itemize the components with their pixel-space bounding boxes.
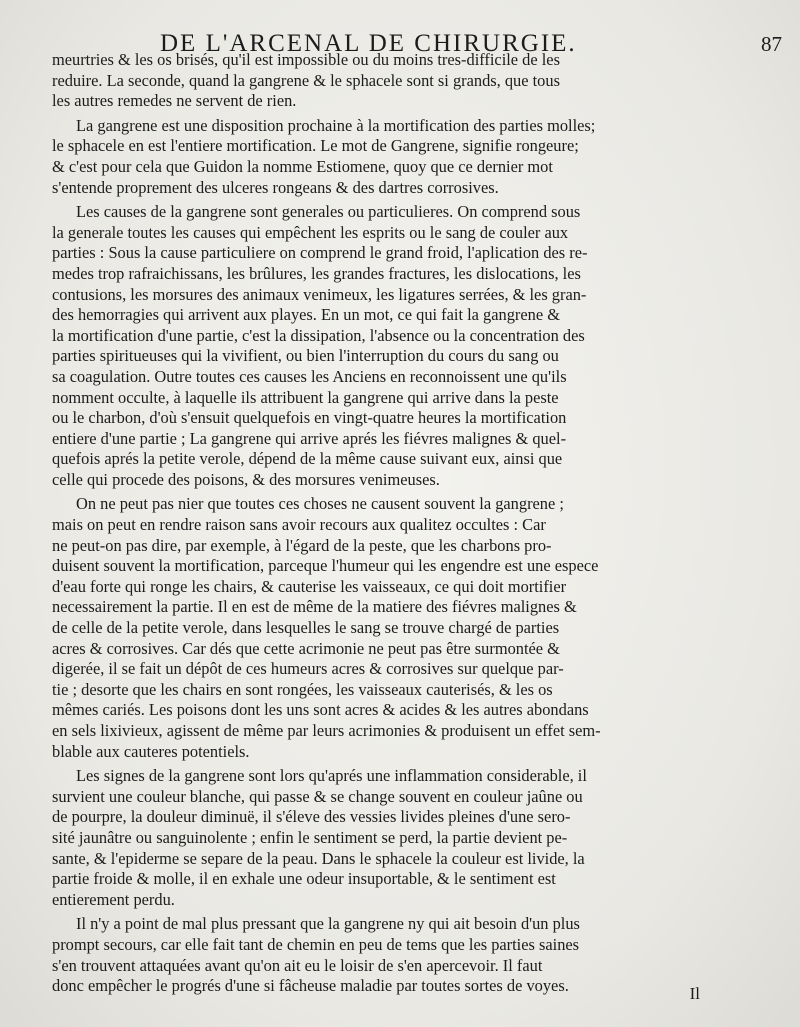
running-title: DE L'ARCENAL DE CHIRURGIE. xyxy=(160,30,577,57)
text-line: entiere d'une partie ; La gangrene qui arrive aprés les fiévres malignes & quel- xyxy=(52,428,567,448)
text-line: contusions, les morsures des animaux venimeux, les ligatures serrées, & les gran- xyxy=(52,284,587,304)
text-line: s'en trouvent attaquées avant qu'on ait eu le loisir de s'en apercevoir. Il faut xyxy=(52,955,543,975)
paragraph xyxy=(52,202,752,490)
text-line: les autres remedes ne servent de rien. xyxy=(52,91,297,111)
text-line: On ne peut pas nier que toutes ces choses ne causent souvent la gangrene ; xyxy=(76,494,564,514)
text-line: tie ; desorte que les chairs en sont rongées, les vaisseaux cauterisés, & les os xyxy=(52,679,553,699)
text-line: blable aux cauteres potentiels. xyxy=(52,741,250,761)
text-line: Les causes de la gangrene sont generales ou particulieres. On comprend sous xyxy=(76,202,581,222)
text-line: de celle de la petite verole, dans lesquelles le sang se trouve chargé de parties xyxy=(52,618,560,638)
text-line: ou le charbon, d'où s'ensuit quelquefois en vingt-quatre heures la mortification xyxy=(52,408,567,428)
text-line: la generale toutes les causes qui empêchent les esprits ou le sang de couler aux xyxy=(52,222,569,242)
text-line: la mortification d'une partie, c'est la dissipation, l'absence ou la concentration des xyxy=(52,325,585,345)
text-line: reduire. La seconde, quand la gangrene & le sphacele sont si grands, que tous xyxy=(52,70,560,90)
text-line: le sphacele en est l'entiere mortification. Le mot de Gangrene, signifie rongeure; xyxy=(52,136,579,156)
text-line: medes trop rafraichissans, les brûlures, les grandes fractures, les dislocations, les xyxy=(52,263,581,283)
text-line: ne peut-on pas dire, par exemple, à l'égard de la peste, que les charbons pro- xyxy=(52,535,552,555)
text-line: digerée, il se fait un dépôt de ces humeurs acres & corrosives sur quelque par- xyxy=(52,659,564,679)
paragraph xyxy=(52,116,752,198)
text-line: Il n'y a point de mal plus pressant que la gangrene ny qui ait besoin d'un plus xyxy=(76,914,580,934)
text-line: & c'est pour cela que Guidon la nomme Estiomene, quoy que ce dernier mot xyxy=(52,156,553,176)
text-line: duisent souvent la mortification, parceque l'humeur qui les engendre est une espece xyxy=(52,556,599,576)
text-line: mais on peut en rendre raison sans avoir recours aux qualitez occultes : Car xyxy=(52,515,546,535)
text-line: necessairement la partie. Il en est de même de la matiere des fiévres malignes & xyxy=(52,597,577,617)
paragraph xyxy=(52,766,752,910)
text-line: parties : Sous la cause particuliere on comprend le grand froid, l'aplication des re- xyxy=(52,243,588,263)
text-line: s'entende proprement des ulceres rongeans & des dartres corrosives. xyxy=(52,177,499,197)
text-line: meurtries & les os brisés, qu'il est impossible ou du moins tres-difficile de les xyxy=(52,50,560,69)
text-line: survient une couleur blanche, qui passe & se change souvent en couleur jaûne ou xyxy=(52,786,583,806)
text-line: acres & corrosives. Car dés que cette acrimonie ne peut pas être surmontée & xyxy=(52,638,560,658)
text-line: nomment occulte, à laquelle ils attribuent la gangrene qui arrive dans la peste xyxy=(52,387,559,407)
text-line: entierement perdu. xyxy=(52,889,175,909)
text-line: sité jaunâtre ou sanguinolente ; enfin le sentiment se perd, la partie devient pe- xyxy=(52,827,568,847)
page-number: 87 xyxy=(761,32,782,56)
body-text xyxy=(52,50,752,1001)
text-line: La gangrene est une disposition prochaine à la mortification des parties molles; xyxy=(76,115,596,135)
text-line: sante, & l'epiderme se separe de la peau. Dans le sphacele la couleur est livide, la xyxy=(52,848,585,868)
text-line: partie froide & molle, il en exhale une odeur insuportable, & le sentiment est xyxy=(52,869,556,889)
paragraph xyxy=(52,50,752,112)
text-line: d'eau forte qui ronge les chairs, & cauterise les vaisseaux, ce qui doit mortifier xyxy=(52,576,567,596)
text-line: donc empêcher le progrés d'une si fâcheuse maladie par toutes sortes de voyes. xyxy=(52,976,569,996)
text-line: des hemorragies qui arrivent aux playes. En un mot, ce qui fait la gangrene & xyxy=(52,305,560,325)
text-line: quefois aprés la petite verole, dépend de la même cause suivant eux, ainsi que xyxy=(52,449,563,469)
text-line: parties spiritueuses qui la vivifient, ou bien l'interruption du cours du sang ou xyxy=(52,346,559,366)
paragraph xyxy=(52,494,752,762)
paragraph xyxy=(52,914,752,996)
text-line: celle qui procede des poisons, & des morsures venimeuses. xyxy=(52,469,440,489)
text-line: Les signes de la gangrene sont lors qu'aprés une inflammation considerable, il xyxy=(76,766,587,786)
text-line: en sels lixivieux, agissent de même par leurs acrimonies & produisent un effet sem- xyxy=(52,721,601,740)
text-line: prompt secours, car elle fait tant de chemin en peu de tems que les parties saines xyxy=(52,934,580,954)
text-line: mêmes cariés. Les poisons dont les uns sont acres & acides & les autres abondans xyxy=(52,700,589,720)
text-line: de pourpre, la douleur diminuë, il s'éleve des vessies livides pleines d'une sero- xyxy=(52,807,571,827)
text-line: sa coagulation. Outre toutes ces causes les Anciens en reconnoissent une qu'ils xyxy=(52,366,567,386)
catchword: Il xyxy=(689,984,700,1003)
